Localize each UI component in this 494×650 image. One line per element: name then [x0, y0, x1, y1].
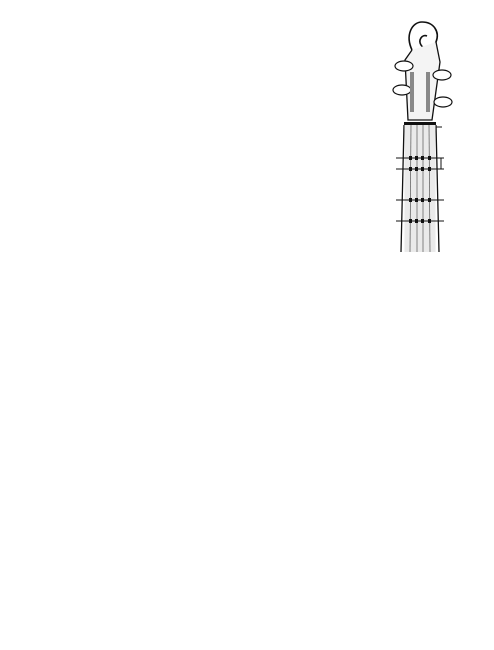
violin-scroll-diagram	[393, 22, 452, 252]
